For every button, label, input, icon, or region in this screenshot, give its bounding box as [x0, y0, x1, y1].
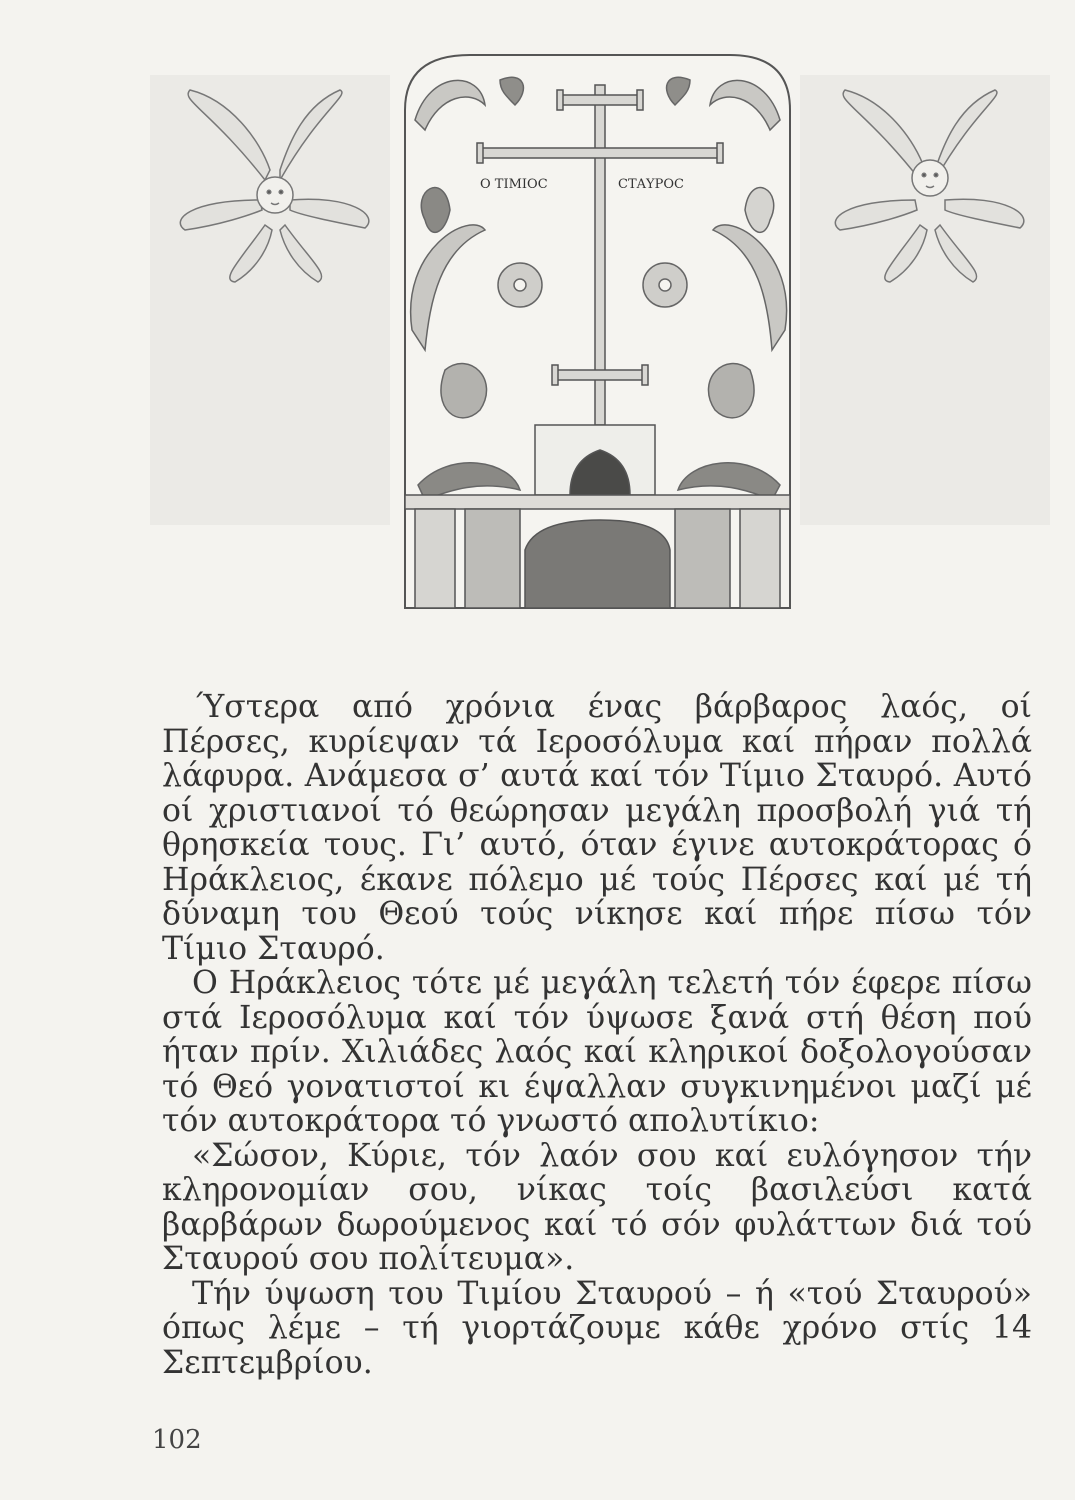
cross-illustration	[150, 50, 1050, 640]
icon-panel	[405, 55, 790, 608]
seraph-right	[835, 90, 1024, 282]
seraph-left	[180, 90, 369, 282]
paragraph-4: Τήν ύψωση του Τιμίου Σταυρού – ή «τού Σταυρού» όπως λέμε – τή γιορτάζουμε κάθε χρόνο στίς 14 Σεπτεμβρίου.	[162, 1275, 1032, 1381]
paragraph-1: Ύστερα από χρόνια ένας βάρβαρος λαός, οί Πέρσες, κυρίεψαν τά Ιεροσόλυμα καί πήραν πολλά λάφυρα. Ανάμεσα σ’ αυτά καί τόν Τίμιο Σταυρό. Αυτό οί χριστιανοί τό θεώρησαν μεγάλη προσβολή γιά τή θρησκεία τους. Γι’ αυτό, όταν έγινε αυτοκράτορας ό Ηράκλειος, έκανε πόλεμο μέ τούς Πέρσες καί μέ τή δύναμη του Θεού τούς νίκησε καί πήρε πίσω τόν Τίμιο Σταυρό.	[162, 689, 1032, 967]
paragraph-2: Ο Ηράκλειος τότε μέ μεγάλη τελετή τόν έφερε πίσω στά Ιεροσόλυμα καί τόν ύψωσε ξανά στή θέση πού ήταν πρίν. Χιλιάδες λαός καί κληρικοί δοξολογούσαν τό Θεό γονατιστοί κι έψαλλαν συγκινημένοι μαζί μέ τόν αυτοκράτορα τό γνωστό απολυτίκιο:	[162, 965, 1032, 1139]
paragraph-3: «Σώσον, Κύριε, τόν λαόν σου καί ευλόγησον τήν κληρονομίαν σου, νίκας τοίς βασιλεύσι κατά βαρβάρων δωρούμενος καί τό σόν φυλάττων διά τού Σταυρού σου πολίτευμα».	[162, 1137, 1032, 1277]
body-text	[162, 690, 1032, 1380]
page-number: 102	[152, 1425, 202, 1455]
inscription-right: CΤΑΥΡΟC	[618, 177, 684, 192]
inscription-left: Ο ΤΙΜΙΟC	[480, 177, 548, 192]
